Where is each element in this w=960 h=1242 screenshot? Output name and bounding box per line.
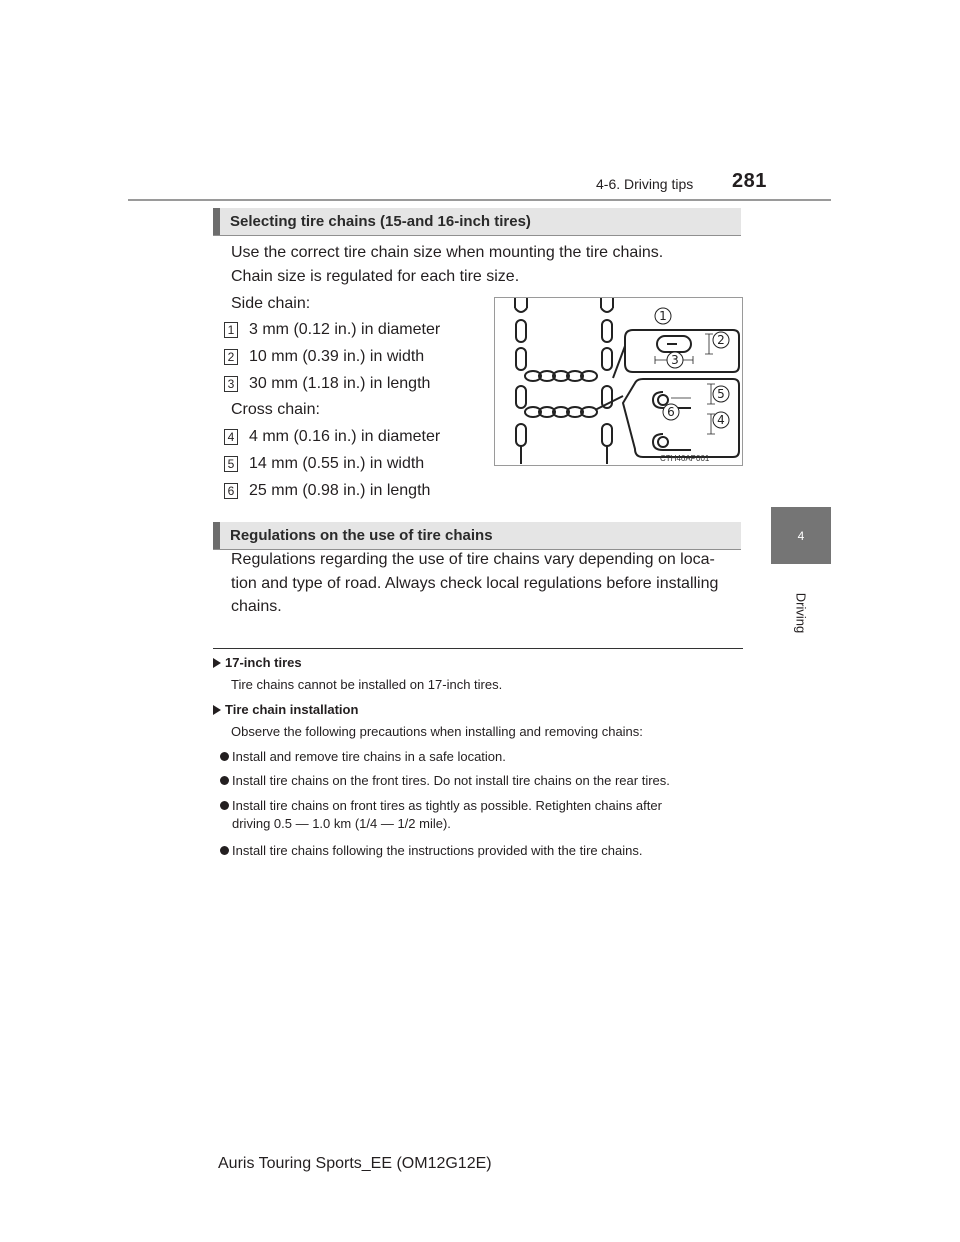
spec-text-3: 30 mm (1.18 in.) in length <box>249 375 431 392</box>
svg-text:3: 3 <box>671 353 679 367</box>
svg-text:4: 4 <box>717 413 725 427</box>
bullet-dot-icon <box>220 752 229 761</box>
spec-number-6: 6 <box>224 483 238 499</box>
bullet-dot-icon <box>220 801 229 810</box>
heading-bar <box>213 522 220 549</box>
bullet-dot-icon <box>220 776 229 785</box>
header-rule <box>128 199 831 201</box>
chapter-label <box>787 578 815 648</box>
bullet-item: Install tire chains following the instructions provided with the tire chains. <box>220 842 730 860</box>
bullet-dot-icon <box>220 846 229 855</box>
note-text-17-inch: Tire chains cannot be installed on 17-inch tires. <box>231 677 503 692</box>
spec-text-2: 10 mm (0.39 in.) in width <box>249 348 425 365</box>
spec-text-1: 3 mm (0.12 in.) in diameter <box>249 321 441 338</box>
note-heading-installation: Tire chain installation <box>213 702 358 717</box>
intro-line-2: Chain size is regulated for each tire size. <box>231 268 520 285</box>
tire-chain-illustration <box>495 298 742 465</box>
bullet-item: Install tire chains on the front tires. Do not install tire chains on the rear tires. <box>220 772 730 790</box>
side-chain-label: Side chain: <box>231 295 311 312</box>
section-divider <box>213 648 743 649</box>
chapter-tab: 4 <box>771 507 831 564</box>
paragraph-line-3: chains. <box>231 598 282 615</box>
tire-chain-figure <box>494 297 743 466</box>
paragraph-line-2: tion and type of road. Always check local regulations before installing <box>231 574 719 592</box>
paragraph-line-1: Regulations regarding the use of tire chains vary depending on loca- <box>231 551 715 568</box>
chapter-label-text: Driving <box>793 592 809 634</box>
svg-text:5: 5 <box>717 387 725 401</box>
footer-manual-id: Auris Touring Sports_EE (OM12G12E) <box>218 1155 492 1172</box>
intro-line-1: Use the correct tire chain size when mounting the tire chains. <box>231 244 664 261</box>
heading-bar <box>213 208 220 235</box>
header-section-title: 4-6. Driving tips <box>596 176 694 192</box>
spec-text-6: 25 mm (0.98 in.) in length <box>249 482 431 499</box>
section-heading-selecting-chains <box>213 208 741 236</box>
spec-number-2: 2 <box>224 349 238 365</box>
note-heading-17-inch: 17-inch tires <box>213 655 302 670</box>
bullet-item: Install tire chains on front tires as tightly as possible. Retighten chains after driving 0.5 — 1.0 km (1/4 — 1/2 mile). <box>220 797 730 833</box>
section-heading-text: Regulations on the use of tire chains <box>230 527 493 544</box>
spec-text-5: 14 mm (0.55 in.) in width <box>249 455 425 472</box>
svg-text:2: 2 <box>717 333 725 347</box>
cross-chain-label: Cross chain: <box>231 401 320 418</box>
spec-text-4: 4 mm (0.16 in.) in diameter <box>249 428 441 445</box>
spec-number-3: 3 <box>224 376 238 392</box>
svg-text:1: 1 <box>659 309 667 323</box>
bullet-item: Install and remove tire chains in a safe location. <box>220 748 730 766</box>
svg-text:6: 6 <box>667 405 675 419</box>
section-heading-text: Selecting tire chains (15-and 16-inch tires) <box>230 213 531 230</box>
note-text-installation: Observe the following precautions when installing and removing chains: <box>231 724 643 739</box>
figure-code: CTH46AP001 <box>660 454 710 463</box>
page-number: 281 <box>732 170 767 192</box>
triangle-bullet-icon <box>213 705 221 715</box>
triangle-bullet-icon <box>213 658 221 668</box>
section-heading-regulations <box>213 522 741 550</box>
spec-number-5: 5 <box>224 456 238 472</box>
regulations-paragraph <box>231 548 739 619</box>
spec-number-1: 1 <box>224 322 238 338</box>
spec-number-4: 4 <box>224 429 238 445</box>
